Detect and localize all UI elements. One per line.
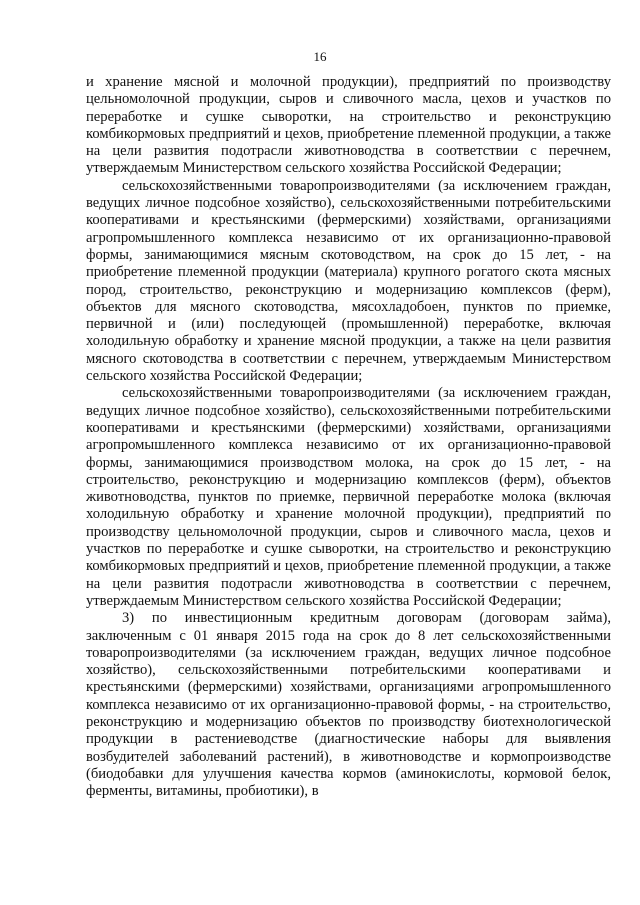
paragraph-continuation: и хранение мясной и молочной продукции), предприятий по производству цельномолочной продукции, сыров и сливочного масла, цехов и участков по переработке и сушке сыворотки, на строительство и реконструкцию комбикормовых предприятий и цехов, приобретение племенной продукции, а также на цели развития подотрасли животноводства в соответствии с перечнем, утверждаемым Министерством сельского хозяйства Российской Федерации; — [86, 74, 611, 177]
paragraph-investment-loans: 3) по инвестиционным кредитным договорам (договорам займа), заключенным с 01 января 2015 года на срок до 8 лет сельскохозяйственными товаропроизводителями (за исключением граждан, ведущих личное подсобное хозяйство), сельскохозяйственными потребительскими кооперативами и крестьянскими (фермерскими) хозяйствами, организациями агропромышленного комплекса независимо от их организационно-правовой формы, - на строительство, реконструкцию и модернизацию объектов по производству биотехнологической продукции в растениеводстве (диагностические наборы для выявления возбудителей заболеваний растений), в животноводстве и кормопроизводстве (биодобавки для улучшения качества кормов (аминокислоты, кормовой белок, ферменты, витамины, пробиотики), в — [86, 610, 611, 800]
paragraph-beef-cattle: сельскохозяйственными товаропроизводителями (за исключением граждан, ведущих личное подсобное хозяйство), сельскохозяйственными потребительскими кооперативами и крестьянскими (фермерскими) хозяйствами, организациями агропромышленного комплекса независимо от их организационно-правовой формы, занимающимися мясным скотоводством, на срок до 15 лет, - на приобретение племенной продукции (материала) крупного рогатого скота мясных пород, строительство, реконструкцию и модернизацию комплексов (ферм), объектов для мясного скотоводства, мясохладобоен, пунктов по приемке, первичной и (или) последующей (промышленной) переработке, включая холодильную обработку и хранение мясной продукции, а также на цели развития мясного скотоводства в соответствии с перечнем, утверждаемым Министерством сельского хозяйства Российской Федерации; — [86, 177, 611, 385]
document-body — [86, 74, 611, 800]
page-number: 16 — [313, 49, 327, 64]
paragraph-dairy: сельскохозяйственными товаропроизводителями (за исключением граждан, ведущих личное подсобное хозяйство), сельскохозяйственными потребительскими кооперативами и крестьянскими (фермерскими) хозяйствами, организациями агропромышленного комплекса независимо от их организационно-правовой формы, занимающимися производством молока, на срок до 15 лет, - на строительство, реконструкцию и модернизацию комплексов (ферм), объектов животноводства, пунктов по приемке, первичной переработке молока (включая холодильную обработку и хранение молочной продукции), предприятий по производству цельномолочной продукции, сыров и сливочного масла, цехов и участков по переработке и сушке сыворотки, на строительство и реконструкцию комбикормовых предприятий и цехов, приобретение племенной продукции, а также на цели развития подотрасли животноводства в соответствии с перечнем, утверждаемым Министерством сельского хозяйства Российской Федерации; — [86, 385, 611, 609]
